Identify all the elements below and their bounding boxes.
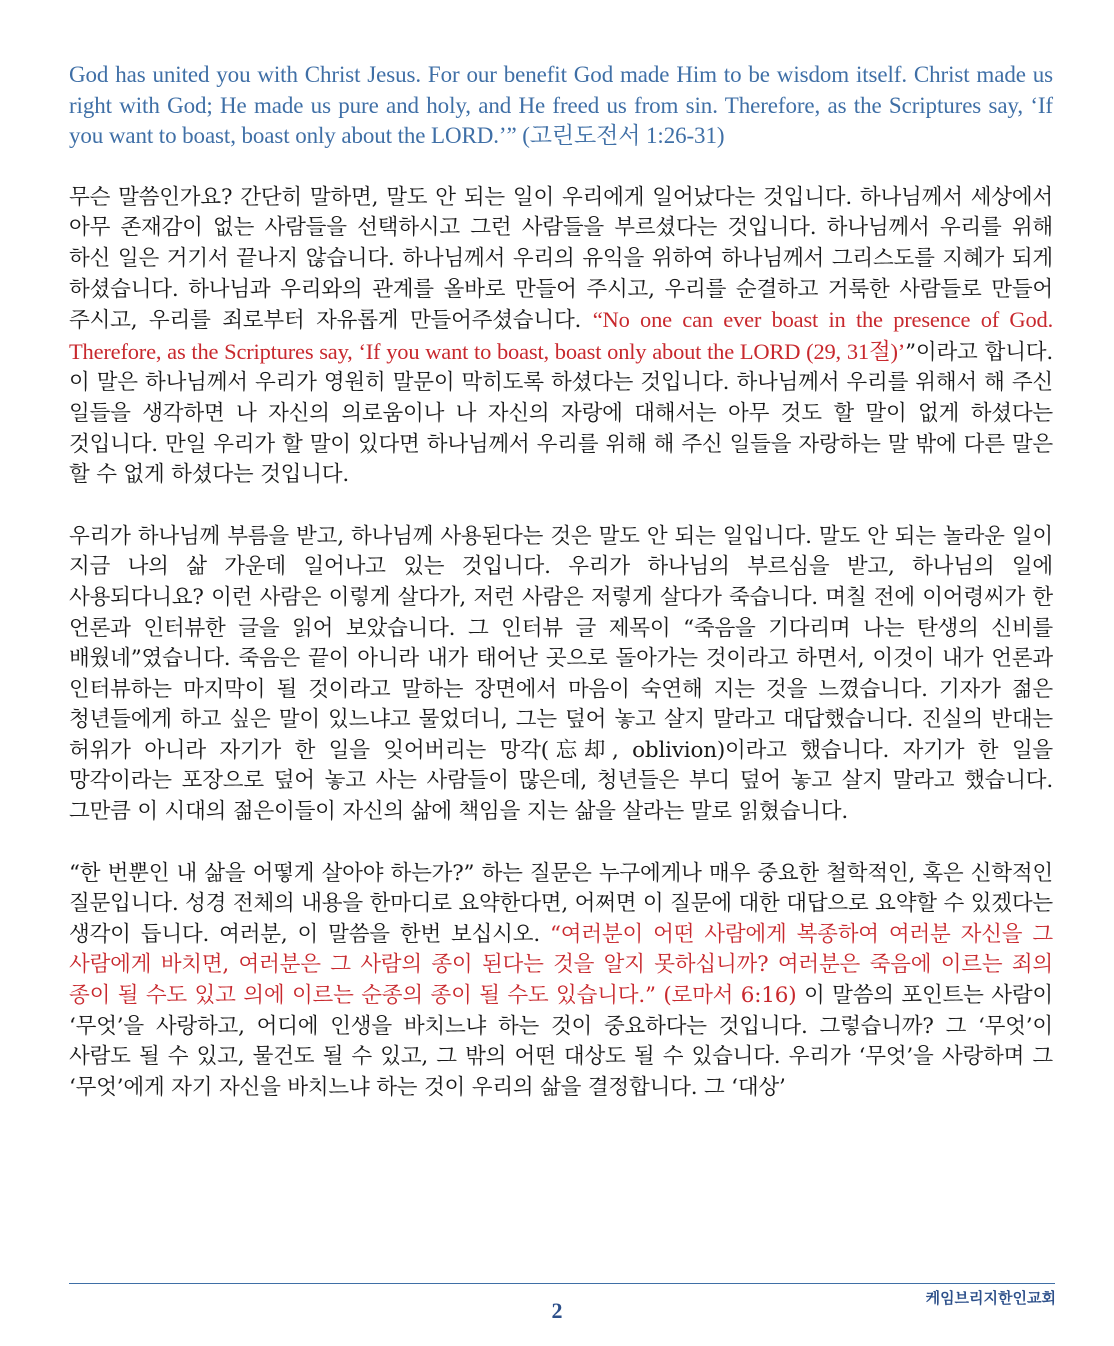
page-number: 2 (551, 1298, 563, 1323)
footer-divider (69, 1283, 1055, 1284)
page-content (69, 60, 1053, 1134)
church-name: 케임브리지한인교회 (925, 1289, 1056, 1307)
paragraph-3-text-a: “한 번뿐인 내 삶을 어떻게 살아야 하는가?” 하는 질문은 누구에게나 매우 중요한 철학적인, 혹은 신학적인 질문입니다. 성경 전체의 내용을 한마디로 요약한다면, 어쩌면 이 질문에 대한 대답으로 요약할 수 있겠다는 생각이 듭니다. 여러분, 이 말씀을 한번 보십시오. (69, 860, 1053, 947)
scripture-quote-red-korean: “여러분이 어떤 사람에게 복종하여 여러분 자신을 그 사람에게 바치면, 여러분은 그 사람의 종이 된다는 것을 알지 못하십니까? 여러분은 죽음에 이르는 죄의 종이 될 수도 있고 의에 이르는 순종의 종이 될 수도 있습니다.” (로마서 6:16) (69, 921, 1053, 1009)
paragraph-2: 우리가 하나님께 부름을 받고, 하나님께 사용된다는 것은 말도 안 되는 일입니다. 말도 안 되는 놀라운 일이 지금 나의 삶 가운데 일어나고 있는 것입니다. 우리가 하나님의 부르심을 받고, 하나님의 일에 사용되다니요? 이런 사람은 이렇게 살다가, 저런 사람은 저렇게 살다가 죽습니다. 며칠 전에 이어령씨가 한 언론과 인터뷰한 글을 읽어 보았습니다. 그 인터뷰 글 제목이 “죽음을 기다리며 나는 탄생의 신비를 배웠네”였습니다. 죽음은 끝이 아니라 내가 태어난 곳으로 돌아가는 것이라고 하면서, 이것이 내가 언론과 인터뷰하는 마지막이 될 것이라고 말하는 장면에서 마음이 숙연해 지는 것을 느꼈습니다. 기자가 젊은 청년들에게 하고 싶은 말이 있느냐고 물었더니, 그는 덮어 놓고 살지 말라고 대답했습니다. 진실의 반대는 허위가 아니라 자기가 한 일을 잊어버리는 망각(忘却, oblivion)이라고 했습니다. 자기가 한 일을 망각이라는 포장으로 덮어 놓고 사는 사람들이 많은데, 청년들은 부디 덮어 놓고 살지 말라고 했습니다. 그만큼 이 시대의 젊은이들이 자신의 삶에 책임을 지는 삶을 살라는 말로 읽혔습니다. (69, 523, 1053, 825)
paragraph-3-text-b: 이 말씀의 포인트는 사람이 ‘무엇’을 사랑하고, 어디에 인생을 바치느냐 하는 것이 중요하다는 것입니다. 그렇습니까? 그 ‘무엇’이 사람도 될 수 있고, 물건도 될 수 있고, 그 밖의 어떤 대상도 될 수 있습니다. 우리가 ‘무엇’을 사랑하며 그 ‘무엇’에게 자기 자신을 바치느냐 하는 것이 우리의 삶을 결정합니다. 그 ‘대상’ (69, 983, 1053, 1100)
paragraph-1 (69, 183, 1053, 491)
paragraph-1-text-a: 무슨 말씀인가요? 간단히 말하면, 말도 안 되는 일이 우리에게 일어났다는 것입니다. 하나님께서 세상에서 아무 존재감이 없는 사람들을 선택하시고 그런 사람들을 부르셨다는 것입니다. 하나님께서 우리를 위해 하신 일은 거기서 끝나지 않습니다. 하나님께서 우리의 유익을 위하여 하나님께서 그리스도를 지혜가 되게 하셨습니다. 하나님과 우리와의 관계를 올바로 만들어 주시고, 우리를 순결하고 거룩한 사람들로 만들어 주시고, 우리를 죄로부터 자유롭게 만들어주셨습니다. (69, 184, 1053, 334)
paragraph-3 (69, 859, 1053, 1104)
scripture-quote-english: God has united you with Christ Jesus. For our benefit God made Him to be wisdom itself. Christ made us right with God; He made us pure and holy, and He freed us from sin. Therefore, as the Scriptures say, ‘If you want to boast, boast only about the LORD.’” (고린도전서 1:26-31) (69, 62, 1053, 149)
scripture-quote-red-english: “No one can ever boast in the presence of God. Therefore, as the Scriptures say, ‘If you want to boast, boast only about the LORD (29, 31절)’ (69, 307, 1053, 364)
paragraph-1-text-b: ”이라고 합니다. 이 말은 하나님께서 우리가 영원히 말문이 막히도록 하셨다는 것입니다. 하나님께서 우리를 위해서 해 주신 일들을 생각하면 나 자신의 의로움이나 나 자신의 자랑에 대해서는 아무 것도 할 말이 없게 하셨다는 것입니다. 만일 우리가 할 말이 있다면 하나님께서 우리를 위해 해 주신 일들을 자랑하는 말 밖에 다른 말은 할 수 없게 하셨다는 것입니다. (69, 339, 1053, 488)
